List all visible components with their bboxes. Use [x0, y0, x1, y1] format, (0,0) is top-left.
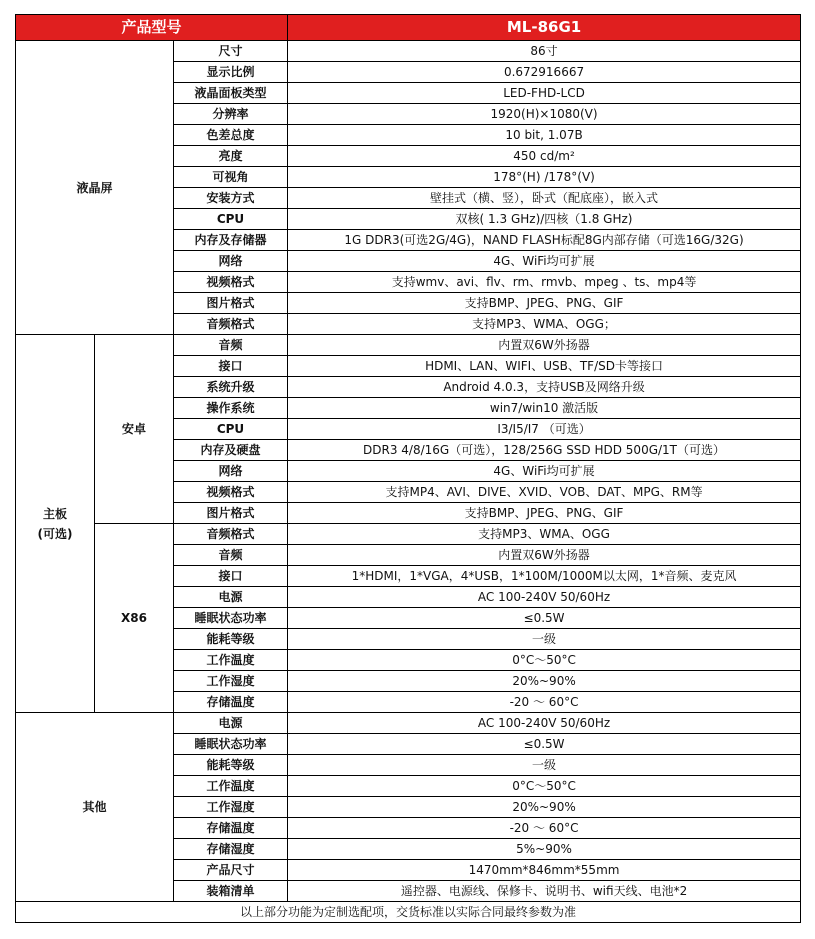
spec-label: 接口	[174, 566, 288, 587]
spec-label: 工作温度	[174, 776, 288, 797]
spec-label: 能耗等级	[174, 755, 288, 776]
spec-value: 一级	[288, 755, 801, 776]
spec-label: 分辨率	[174, 104, 288, 125]
spec-label: 图片格式	[174, 503, 288, 524]
spec-label: 液晶面板类型	[174, 83, 288, 104]
spec-value: win7/win10 激活版	[288, 398, 801, 419]
spec-value: 1920(H)×1080(V)	[288, 104, 801, 125]
spec-value: -20 ～ 60°C	[288, 692, 801, 713]
spec-value: AC 100-240V 50/60Hz	[288, 587, 801, 608]
spec-value: 20%~90%	[288, 797, 801, 818]
spec-label: 安装方式	[174, 188, 288, 209]
spec-label: 工作温度	[174, 650, 288, 671]
group-lcd: 液晶屏	[16, 41, 174, 335]
spec-label: 音频	[174, 545, 288, 566]
spec-row	[16, 335, 801, 356]
group-mainboard	[16, 335, 95, 713]
spec-value: Android 4.0.3，支持USB及网络升级	[288, 377, 801, 398]
spec-label: 可视角	[174, 167, 288, 188]
group-mainboard-title: 主板	[42, 506, 67, 521]
spec-label: CPU	[174, 419, 288, 440]
spec-value: 支持wmv、avi、flv、rm、rmvb、mpeg 、ts、mp4等	[288, 272, 801, 293]
spec-value: 内置双6W外扬器	[288, 545, 801, 566]
spec-label: 音频	[174, 335, 288, 356]
spec-row	[16, 524, 801, 545]
spec-value: 0°C～50°C	[288, 650, 801, 671]
spec-value: DDR3 4/8/16G（可选），128/256G SSD HDD 500G/1T（可选）	[288, 440, 801, 461]
spec-label: 电源	[174, 713, 288, 734]
spec-label: 电源	[174, 587, 288, 608]
spec-label: 存储温度	[174, 818, 288, 839]
spec-value: 支持MP3、WMA、OGG	[288, 524, 801, 545]
spec-table-body	[16, 15, 801, 923]
spec-label: 工作湿度	[174, 671, 288, 692]
spec-label: 工作湿度	[174, 797, 288, 818]
spec-label: 系统升级	[174, 377, 288, 398]
spec-label: 图片格式	[174, 293, 288, 314]
spec-value: -20 ～ 60°C	[288, 818, 801, 839]
group-other: 其他	[16, 713, 174, 902]
spec-value: 1*HDMI，1*VGA，4*USB，1*100M/1000M以太网，1*音频、麦克风	[288, 566, 801, 587]
spec-value: AC 100-240V 50/60Hz	[288, 713, 801, 734]
spec-label: 视频格式	[174, 482, 288, 503]
spec-label: 显示比例	[174, 62, 288, 83]
spec-value: 内置双6W外扬器	[288, 335, 801, 356]
header-row	[16, 15, 801, 41]
group-android: 安卓	[95, 335, 174, 524]
header-model-label: 产品型号	[16, 15, 288, 41]
spec-value: 支持MP4、AVI、DIVE、XVID、VOB、DAT、MPG、RM等	[288, 482, 801, 503]
spec-value: 1G DDR3(可选2G/4G)，NAND FLASH标配8G内部存储（可选16G/32G)	[288, 230, 801, 251]
spec-value: 450 cd/m²	[288, 146, 801, 167]
spec-label: 网络	[174, 251, 288, 272]
spec-value: 1470mm*846mm*55mm	[288, 860, 801, 881]
spec-value: I3/I5/I7 （可选）	[288, 419, 801, 440]
spec-row	[16, 41, 801, 62]
footer-note: 以上部分功能为定制选配项，交货标准以实际合同最终参数为准	[16, 902, 801, 923]
spec-label: 装箱清单	[174, 881, 288, 902]
spec-label: 接口	[174, 356, 288, 377]
spec-label: 存储湿度	[174, 839, 288, 860]
spec-value: 壁挂式（横、竖），卧式（配底座），嵌入式	[288, 188, 801, 209]
spec-label: 音频格式	[174, 314, 288, 335]
spec-row	[16, 713, 801, 734]
spec-label: 睡眠状态功率	[174, 608, 288, 629]
spec-value: HDMI、LAN、WIFI、USB、TF/SD卡等接口	[288, 356, 801, 377]
spec-value: 0.672916667	[288, 62, 801, 83]
spec-label: 产品尺寸	[174, 860, 288, 881]
spec-value: 支持BMP、JPEG、PNG、GIF	[288, 503, 801, 524]
spec-value: ≤0.5W	[288, 734, 801, 755]
group-mainboard-optional: (可选)	[37, 526, 73, 541]
spec-label: 网络	[174, 461, 288, 482]
spec-label: 色差总度	[174, 125, 288, 146]
spec-value: ≤0.5W	[288, 608, 801, 629]
spec-value: 支持MP3、WMA、OGG；	[288, 314, 801, 335]
spec-label: 能耗等级	[174, 629, 288, 650]
group-x86: X86	[95, 524, 174, 713]
spec-value: 20%~90%	[288, 671, 801, 692]
spec-value: 4G、WiFi均可扩展	[288, 251, 801, 272]
spec-table	[15, 14, 801, 923]
spec-label: 音频格式	[174, 524, 288, 545]
spec-label: 尺寸	[174, 41, 288, 62]
spec-value: 178°(H) /178°(V)	[288, 167, 801, 188]
spec-value: 10 bit, 1.07B	[288, 125, 801, 146]
spec-label: 睡眠状态功率	[174, 734, 288, 755]
spec-label: 视频格式	[174, 272, 288, 293]
spec-value: 遥控器、电源线、保修卡、说明书、wifi天线、电池*2	[288, 881, 801, 902]
spec-label: 亮度	[174, 146, 288, 167]
spec-value: 双核( 1.3 GHz)/四核（1.8 GHz)	[288, 209, 801, 230]
footer-row	[16, 902, 801, 923]
spec-value: 86寸	[288, 41, 801, 62]
spec-value: 5%~90%	[288, 839, 801, 860]
spec-value: 4G、WiFi均可扩展	[288, 461, 801, 482]
spec-label: 操作系统	[174, 398, 288, 419]
spec-value: 支持BMP、JPEG、PNG、GIF	[288, 293, 801, 314]
spec-value: LED-FHD-LCD	[288, 83, 801, 104]
spec-label: 内存及存储器	[174, 230, 288, 251]
spec-label: 存储温度	[174, 692, 288, 713]
spec-label: CPU	[174, 209, 288, 230]
spec-value: 一级	[288, 629, 801, 650]
spec-value: 0°C～50°C	[288, 776, 801, 797]
header-model-value: ML-86G1	[288, 15, 801, 41]
spec-label: 内存及硬盘	[174, 440, 288, 461]
